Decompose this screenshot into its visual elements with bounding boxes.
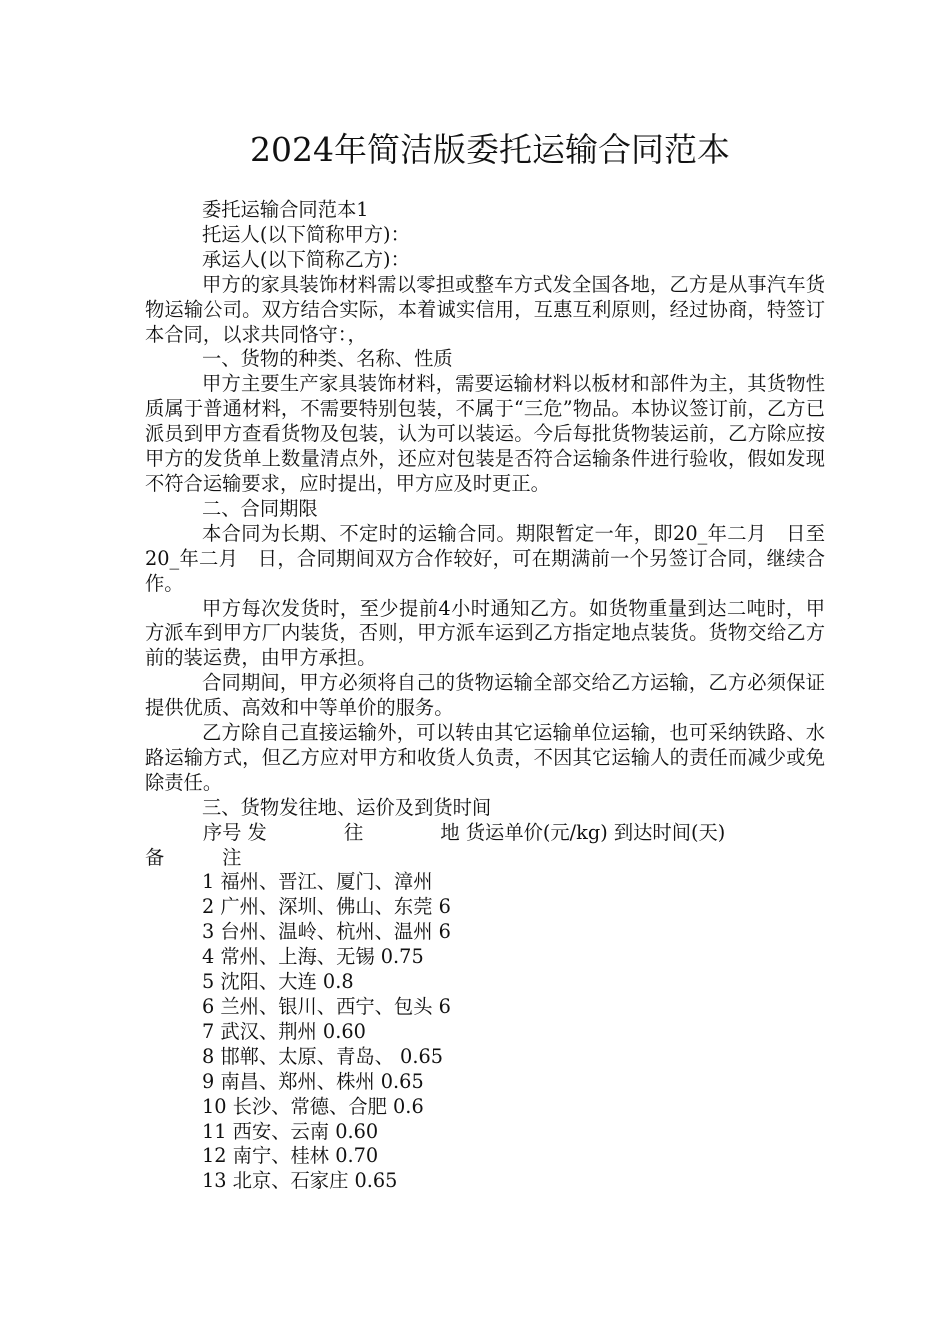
document-page: [145, 128, 825, 1194]
table-row: 12 南宁、桂林 0.70: [202, 1144, 379, 1168]
document-title: 2024年简洁版委托运输合同范本: [250, 130, 730, 169]
clause-heading-3: 三、货物发往地、运价及到货时间: [202, 795, 492, 819]
table-row: 8 邯郸、太原、青岛、 0.65: [202, 1044, 443, 1068]
table-row: 6 兰州、银川、西宁、包头 6: [202, 995, 451, 1018]
intro-paragraph: 甲方的家具装饰材料需以零担或整车方式发全国各地，乙方是从事汽车货物运输公司。双方结合实际，本着诚实信用，互惠互利原则，经过协商，特签订本合同，以求共同恪守：，: [145, 272, 825, 346]
table-row: 4 常州、上海、无锡 0.75: [202, 945, 424, 969]
section-heading: 委托运输合同范本1: [202, 198, 369, 221]
table-row: 9 南昌、郑州、株州 0.65: [202, 1069, 424, 1093]
table-row: 3 台州、温岭、杭州、温州 6: [202, 920, 451, 944]
table-row: 11 西安、云南 0.60: [202, 1119, 379, 1143]
table-row: 1 福州、晋江、厦门、漳州: [202, 870, 433, 894]
table-header-remark: 备 注: [145, 845, 242, 869]
clause-1-body: 甲方主要生产家具装饰材料，需要运输材料以板材和部件为主，其货物性质属于普通材料，不需要特别包装，不属于“三危”物品。本协议签订前，乙方已派员到甲方查看货物及包装，认为可以装运。今后每批货物装运前，乙方除应按甲方的发货单上数量清点外，还应对包装是否符合运输条件进行验收，假如发现不符合运输要求，应时提出，甲方应及时更正。: [145, 372, 825, 495]
table-row: 10 长沙、常德、合肥 0.6: [202, 1094, 424, 1118]
carrier-line: 承运人(以下简称乙方)：: [202, 247, 410, 271]
clause-2-notice: 甲方每次发货时，至少提前4小时通知乙方。如货物重量到达二吨时，甲方派车到甲方厂内装货，否则，甲方派车运到乙方指定地点装货。货物交给乙方前的装运费，由甲方承担。: [145, 596, 825, 670]
clause-2-exclusive: 合同期间，甲方必须将自己的货物运输全部交给乙方运输，乙方必须保证提供优质、高效和中等单价的服务。: [145, 671, 825, 720]
table-row: 7 武汉、荆州 0.60: [202, 1019, 366, 1043]
table-header: 序号 发 往 地 货运单价(元/kg) 到达时间(天): [145, 820, 726, 844]
clause-2-body: 本合同为长期、不定时的运输合同。期限暂定一年，即20_年二月 日至20_年二月 日，合同期间双方合作较好，可在期满前一个另签订合同，继续合作。: [145, 521, 825, 595]
table-row: 13 北京、石家庄 0.65: [202, 1169, 398, 1193]
table-row: 2 广州、深圳、佛山、东莞 6: [202, 895, 451, 919]
table-row: 5 沈阳、大连 0.8: [202, 970, 354, 994]
clause-heading-1: 一、货物的种类、名称、性质: [202, 347, 453, 371]
clause-heading-2: 二、合同期限: [202, 496, 318, 520]
consignor-line: 托运人(以下简称甲方)：: [202, 222, 410, 246]
clause-2-transfer: 乙方除自己直接运输外，可以转由其它运输单位运输，也可采纳铁路、水路运输方式，但乙方应对甲方和收货人负责，不因其它运输人的责任而减少或免除责任。: [145, 721, 825, 794]
